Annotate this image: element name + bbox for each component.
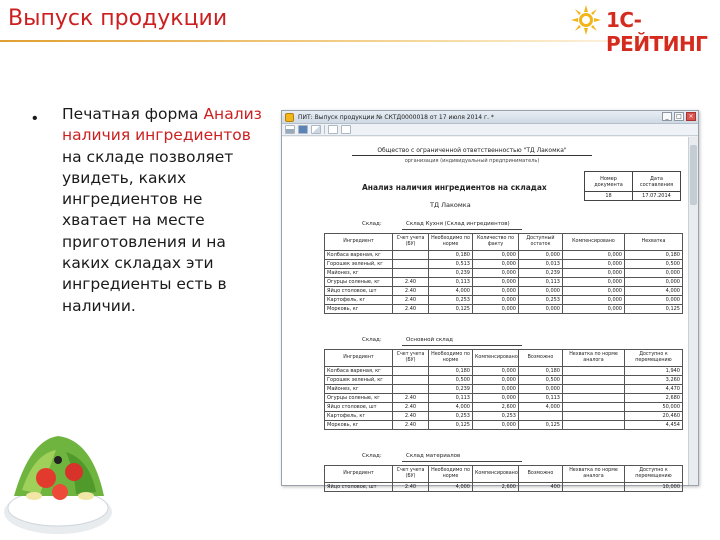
table-cell	[563, 394, 625, 403]
table-cell	[563, 412, 625, 421]
column-header: Нехватка	[625, 234, 683, 251]
table-header-row	[325, 350, 683, 367]
table-cell: Огурцы соленые, кг	[325, 278, 393, 287]
table-cell: 4,000	[429, 403, 473, 412]
table-cell: 2.40	[393, 305, 429, 314]
table-cell: Горошек зеленый, кг	[325, 260, 393, 269]
table-cell: 0,013	[519, 260, 563, 269]
table-cell: 0,113	[429, 278, 473, 287]
table-cell	[563, 367, 625, 376]
column-header: Ингредиент	[325, 350, 393, 367]
table-cell: 2,600	[473, 483, 519, 492]
table-cell: Колбаса вареная, кг	[325, 367, 393, 376]
column-header: Счет учета (БУ)	[393, 350, 429, 367]
document-view[interactable]	[282, 137, 688, 490]
column-header: Необходимо по норме	[429, 466, 473, 483]
warehouse-name: Склад Кухня (Склад ингредиентов)	[406, 221, 510, 227]
table-cell: 2.40	[393, 296, 429, 305]
table-row	[325, 260, 683, 269]
table-cell: 0,180	[429, 251, 473, 260]
table-cell: 20,460	[625, 412, 683, 421]
doc-date: 17.07.2014	[633, 192, 681, 201]
table-row	[325, 403, 683, 412]
table-row	[325, 367, 683, 376]
table-cell: 0,253	[473, 412, 519, 421]
table-cell: 0,000	[563, 269, 625, 278]
table-cell: 0,000	[625, 296, 683, 305]
toolbar-separator	[324, 125, 325, 134]
table-row	[325, 278, 683, 287]
org-short: ТД Лакомка	[430, 201, 471, 209]
bullet-text-part: Печатная форма	[62, 105, 204, 123]
save-icon[interactable]	[298, 125, 308, 134]
column-header: Доступный остаток	[519, 234, 563, 251]
table-row	[325, 376, 683, 385]
table-cell: 0,513	[429, 260, 473, 269]
ingredients-table	[324, 465, 683, 492]
table-cell: Майонез, кг	[325, 385, 393, 394]
table-cell: 0,000	[473, 367, 519, 376]
print-form-window	[281, 110, 699, 490]
table-cell	[563, 421, 625, 430]
table-cell: 0,125	[429, 421, 473, 430]
column-header: Возможно	[519, 350, 563, 367]
table-cell	[393, 376, 429, 385]
table-header-row	[325, 466, 683, 483]
table-cell: 0,253	[519, 296, 563, 305]
table-cell: 2.40	[393, 403, 429, 412]
table-cell: 0,239	[519, 269, 563, 278]
table-cell: 0,000	[473, 305, 519, 314]
table-cell: 0,180	[429, 367, 473, 376]
column-header: Счет учета (БУ)	[393, 466, 429, 483]
table-cell: 4,000	[519, 403, 563, 412]
table-cell: 2,680	[625, 394, 683, 403]
print-icon[interactable]	[285, 125, 295, 134]
column-header: Нехватка по норме аналога	[563, 466, 625, 483]
sun-logo-icon	[570, 4, 602, 36]
table-cell: 0,000	[473, 376, 519, 385]
table-row	[325, 287, 683, 296]
table-cell: 0,000	[473, 421, 519, 430]
table-cell: Огурцы соленые, кг	[325, 394, 393, 403]
column-header: Компенсировано	[563, 234, 625, 251]
table-cell: 400	[519, 483, 563, 492]
slide-title: Выпуск продукции	[8, 6, 228, 31]
column-header: Возможно	[519, 466, 563, 483]
table-cell: 4,000	[429, 483, 473, 492]
table-cell: Картофель, кг	[325, 296, 393, 305]
table-cell: Яйцо столовое, шт	[325, 287, 393, 296]
table-cell: 0,113	[519, 394, 563, 403]
table-cell: 0,000	[625, 278, 683, 287]
table-cell: 0,000	[563, 287, 625, 296]
warehouse-underline	[402, 229, 522, 230]
table-cell: 0,000	[519, 385, 563, 394]
table-cell: 0,000	[519, 305, 563, 314]
close-button[interactable]: ×	[686, 112, 696, 121]
column-header: Счет учета (БУ)	[393, 234, 429, 251]
table-cell: 0,000	[563, 260, 625, 269]
table-cell: 0,500	[429, 376, 473, 385]
table-cell: 2,600	[473, 403, 519, 412]
table-cell: 0,180	[625, 251, 683, 260]
find-icon[interactable]	[328, 125, 338, 134]
maximize-button[interactable]: □	[674, 112, 684, 121]
table-cell: 0,000	[473, 394, 519, 403]
table-cell: 10,000	[625, 483, 683, 492]
table-cell	[393, 385, 429, 394]
table-cell	[563, 403, 625, 412]
table-cell: 0,000	[473, 269, 519, 278]
table-cell: 2.40	[393, 421, 429, 430]
table-cell: Горошек зеленый, кг	[325, 376, 393, 385]
table-cell: 2.40	[393, 483, 429, 492]
table-cell: Картофель, кг	[325, 412, 393, 421]
table-cell: 2.40	[393, 278, 429, 287]
table-cell: 0,125	[625, 305, 683, 314]
warehouse-label: Склад:	[362, 221, 382, 227]
column-header: Компенсировано	[473, 466, 519, 483]
warehouse-name: Основной склад	[406, 337, 453, 343]
table-cell: 0,000	[473, 260, 519, 269]
table-cell: 0,239	[429, 385, 473, 394]
table-cell: 2.40	[393, 412, 429, 421]
table-cell	[393, 260, 429, 269]
bullet-marker: •	[32, 110, 38, 127]
table-cell: 0,000	[473, 251, 519, 260]
warehouse-label: Склад:	[362, 337, 382, 343]
table-cell: 0,239	[429, 269, 473, 278]
table-cell	[393, 367, 429, 376]
table-cell: 0,000	[473, 287, 519, 296]
table-cell: 0,180	[519, 367, 563, 376]
table-cell: 0,500	[625, 260, 683, 269]
table-cell: 0,000	[519, 287, 563, 296]
logo-text: 1С-РЕЙТИНГ	[606, 8, 708, 56]
table-cell: 0,113	[519, 278, 563, 287]
table-cell: Яйцо столовое, шт	[325, 403, 393, 412]
table-cell: 0,000	[563, 305, 625, 314]
table-row	[325, 269, 683, 278]
salad-bowl-image	[0, 400, 118, 540]
table-cell: 50,000	[625, 403, 683, 412]
table-row	[325, 251, 683, 260]
doc-number-table	[584, 171, 681, 201]
table-cell: 4,000	[429, 287, 473, 296]
table-cell	[563, 483, 625, 492]
table-cell: 0,000	[563, 278, 625, 287]
zoom-icon[interactable]	[341, 125, 351, 134]
table-cell: 4,470	[625, 385, 683, 394]
table-cell: 0,500	[519, 376, 563, 385]
table-cell	[393, 269, 429, 278]
table-cell: 0,000	[519, 251, 563, 260]
table-cell: 4,454	[625, 421, 683, 430]
doc-title: Анализ наличия ингредиентов на складах	[362, 183, 547, 192]
table-row	[325, 296, 683, 305]
table-cell: 3,260	[625, 376, 683, 385]
table-row	[325, 394, 683, 403]
table-cell: 0,000	[473, 385, 519, 394]
table-cell: 0,000	[563, 296, 625, 305]
table-cell: 0,253	[429, 412, 473, 421]
window-title: ПИТ: Выпуск продукции № СКТД0000018 от 17 июля 2014 г. *	[298, 114, 494, 121]
table-cell: 0,000	[563, 251, 625, 260]
org-caption: организация (индивидуальный предприниматель)	[404, 158, 540, 164]
column-header: Доступно к перемещению	[625, 350, 683, 367]
doc-number: 18	[585, 192, 633, 201]
table-cell	[393, 251, 429, 260]
copy-icon[interactable]	[311, 125, 321, 134]
org-name: Общество с ограниченной ответственностью "ТД Лакомка"	[352, 147, 592, 156]
company-logo	[570, 4, 710, 56]
column-header: Ингредиент	[325, 466, 393, 483]
table-cell: 0,125	[519, 421, 563, 430]
column-header: Необходимо по норме	[429, 234, 473, 251]
table-cell: Майонез, кг	[325, 269, 393, 278]
column-header: Необходимо по норме	[429, 350, 473, 367]
table-cell: 0,253	[429, 296, 473, 305]
table-cell	[563, 376, 625, 385]
warehouse-underline	[402, 461, 522, 462]
app-icon	[285, 113, 294, 122]
ingredients-table	[324, 233, 683, 314]
doc-date-label: Дата составления	[633, 172, 681, 192]
table-row	[325, 305, 683, 314]
column-header: Доступно к перемещению	[625, 466, 683, 483]
toolbar	[282, 124, 698, 136]
column-header: Нехватка по норме аналога	[563, 350, 625, 367]
bullet-text	[62, 104, 272, 317]
table-cell: 2.40	[393, 287, 429, 296]
table-row	[325, 385, 683, 394]
table-cell: 0,125	[429, 305, 473, 314]
window-controls	[662, 112, 696, 121]
table-cell: Морковь, кг	[325, 305, 393, 314]
column-header: Количество по факту	[473, 234, 519, 251]
warehouse-name: Склад материалов	[406, 453, 461, 459]
table-cell: 0,000	[473, 278, 519, 287]
column-header: Ингредиент	[325, 234, 393, 251]
scroll-thumb[interactable]	[690, 145, 697, 205]
table-header-row	[325, 234, 683, 251]
table-cell: 0,000	[625, 269, 683, 278]
warehouse-label: Склад:	[362, 453, 382, 459]
vertical-scrollbar[interactable]	[688, 137, 698, 485]
table-cell: 4,000	[625, 287, 683, 296]
table-row	[325, 412, 683, 421]
ingredients-table	[324, 349, 683, 430]
table-cell: 2.40	[393, 394, 429, 403]
column-header: Компенсировано	[473, 350, 519, 367]
table-cell: 0,000	[473, 296, 519, 305]
table-row	[325, 421, 683, 430]
minimize-button[interactable]: _	[662, 112, 672, 121]
table-row	[325, 483, 683, 492]
table-cell	[519, 412, 563, 421]
table-cell	[563, 385, 625, 394]
doc-number-label: Номер документа	[585, 172, 633, 192]
table-cell: Яйцо столовое, шт	[325, 483, 393, 492]
bullet-text-part: на складе позволяет увидеть, каких ингредиентов не хватает на месте приготовления и на каких складах эти ингредиенты есть в наличии.	[62, 147, 234, 315]
table-cell: Морковь, кг	[325, 421, 393, 430]
bullet-highlight: Анализ наличия ингредиентов	[62, 105, 262, 145]
window-titlebar	[282, 111, 698, 124]
table-cell: 1,940	[625, 367, 683, 376]
table-cell: 0,113	[429, 394, 473, 403]
warehouse-underline	[402, 345, 522, 346]
table-cell: Колбаса вареная, кг	[325, 251, 393, 260]
